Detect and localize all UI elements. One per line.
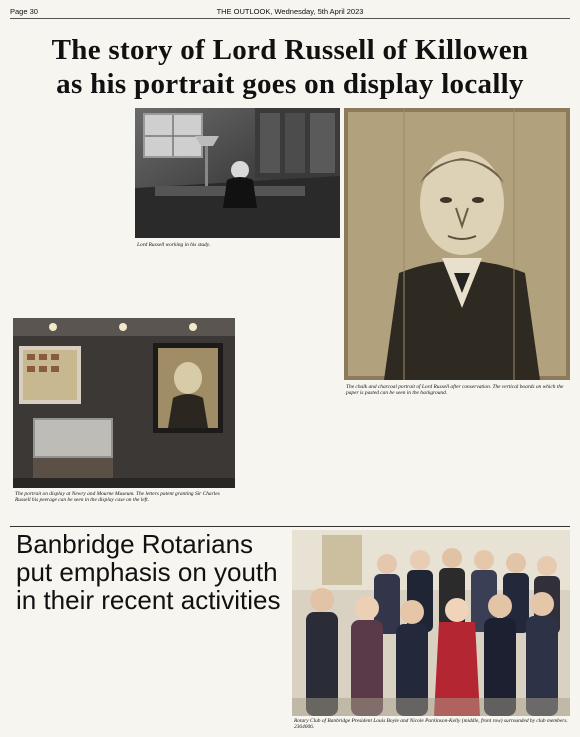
- story1-column-5b: [460, 398, 570, 400]
- study-photo: [135, 108, 340, 238]
- story1-headline-line1: The story of Lord Russell of Killowen: [51, 34, 529, 66]
- museum-photo: [13, 318, 235, 488]
- story2-headline-line2: put emphasis on youth: [16, 557, 278, 587]
- study-photo-image: [135, 108, 340, 238]
- story1-column-2: [135, 252, 235, 254]
- story1-column-4: [240, 398, 340, 400]
- story1-headline-line2: as his portrait goes on display locally: [56, 68, 524, 100]
- story2-headline-line3: in their recent activities: [16, 585, 281, 615]
- study-photo-caption: Lord Russell working in his study.: [137, 242, 211, 248]
- rotary-group-caption: Rotary Club of Banbridge President Louis Boyle and Nicole Parkinson-Kelly (middle, front row) surrounded by club members. 2364006.: [294, 718, 568, 731]
- story1-column-1: [13, 108, 131, 110]
- museum-image: [13, 318, 235, 488]
- portrait-caption: The chalk and charcoal portrait of Lord Russell after conservation. The vertical boards on which the paper is pasted can be seen in the background.: [346, 384, 564, 397]
- story1-column-5a: [346, 398, 454, 400]
- rotary-group-photo: [292, 530, 570, 716]
- paper-dateline: THE OUTLOOK, Wednesday, 5th April 2023: [216, 7, 364, 16]
- story2-column-2: [108, 618, 196, 620]
- story1-column-3: [240, 252, 340, 254]
- story1-headline: [10, 33, 570, 101]
- story2-column-1: [16, 618, 104, 620]
- page-number: Page 30: [10, 7, 38, 16]
- portrait-photo: [344, 108, 570, 380]
- museum-photo-caption: The portrait on display at Newry and Mourne Museum. The letters patent granting Sir Charles Russell his peerage can be seen in the display case on the left.: [15, 491, 220, 504]
- story2-column-3: [200, 618, 288, 620]
- section-divider: [10, 526, 570, 527]
- page-header-bar: [10, 6, 570, 19]
- rotary-group-image: [292, 530, 570, 716]
- story2-headline: [16, 530, 296, 614]
- story2-headline-line1: Banbridge Rotarians: [16, 529, 254, 559]
- portrait-image: [344, 108, 570, 380]
